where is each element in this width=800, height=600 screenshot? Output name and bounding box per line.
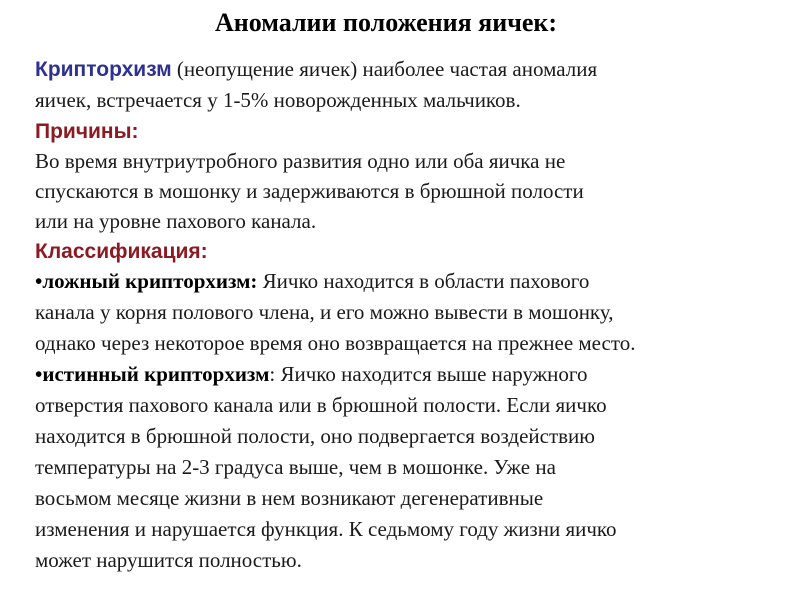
true-cryptorchidism-line-1 [35,359,795,390]
term-cryptorchidism: Крипторхизм [35,58,172,81]
true-cryptorchidism-line: может нарушится полностью. [35,548,302,572]
causes-line: спускаются в мошонку и задерживаются в брюшной полости [35,179,584,203]
classification-heading-text: Классификация: [35,240,208,263]
intro-line-2: яичек, встречается у 1-5% новорожденных мальчиков. [35,88,521,112]
true-cryptorchidism-line: находится в брюшной полости, оно подвергается воздействию [35,424,595,448]
slide-body [35,54,795,576]
classification-heading [35,236,795,266]
false-cryptorchidism-text: Яичко находится в области пахового [257,269,590,293]
false-cryptorchidism-line: канала у корня полового члена, и его можно вывести в мошонку, [35,300,614,324]
true-cryptorchidism-line: восьмом месяце жизни в нем возникают дегенеративные [35,486,544,510]
causes-heading [35,116,795,146]
intro-line-1 [35,54,795,85]
true-cryptorchidism-label: •истинный крипторхизм [35,362,270,386]
true-cryptorchidism-line: температуры на 2-3 градуса выше, чем в мошонке. Уже на [35,455,556,479]
causes-line: Во время внутриутробного развития одно или оба яичка не [35,149,566,173]
false-cryptorchidism-line: однако через некоторое время оно возвращается на прежнее место. [35,331,636,355]
false-cryptorchidism-label: •ложный крипторхизм: [35,269,258,293]
causes-line: или на уровне пахового канала. [35,209,317,233]
slide-title: Аномалии положения яичек: [214,8,558,37]
causes-heading-text: Причины: [35,120,139,143]
true-cryptorchidism-line: изменения и нарушается функция. К седьмому году жизни яичко [35,517,617,541]
true-cryptorchidism-text: : Яичко находится выше наружного [269,362,588,386]
intro-definition: (неопущение яичек) наиболее частая аномалия [171,57,598,81]
true-cryptorchidism-line: отверстия пахового канала или в брюшной полости. Если яичко [35,393,607,417]
false-cryptorchidism-line-1 [35,266,795,297]
